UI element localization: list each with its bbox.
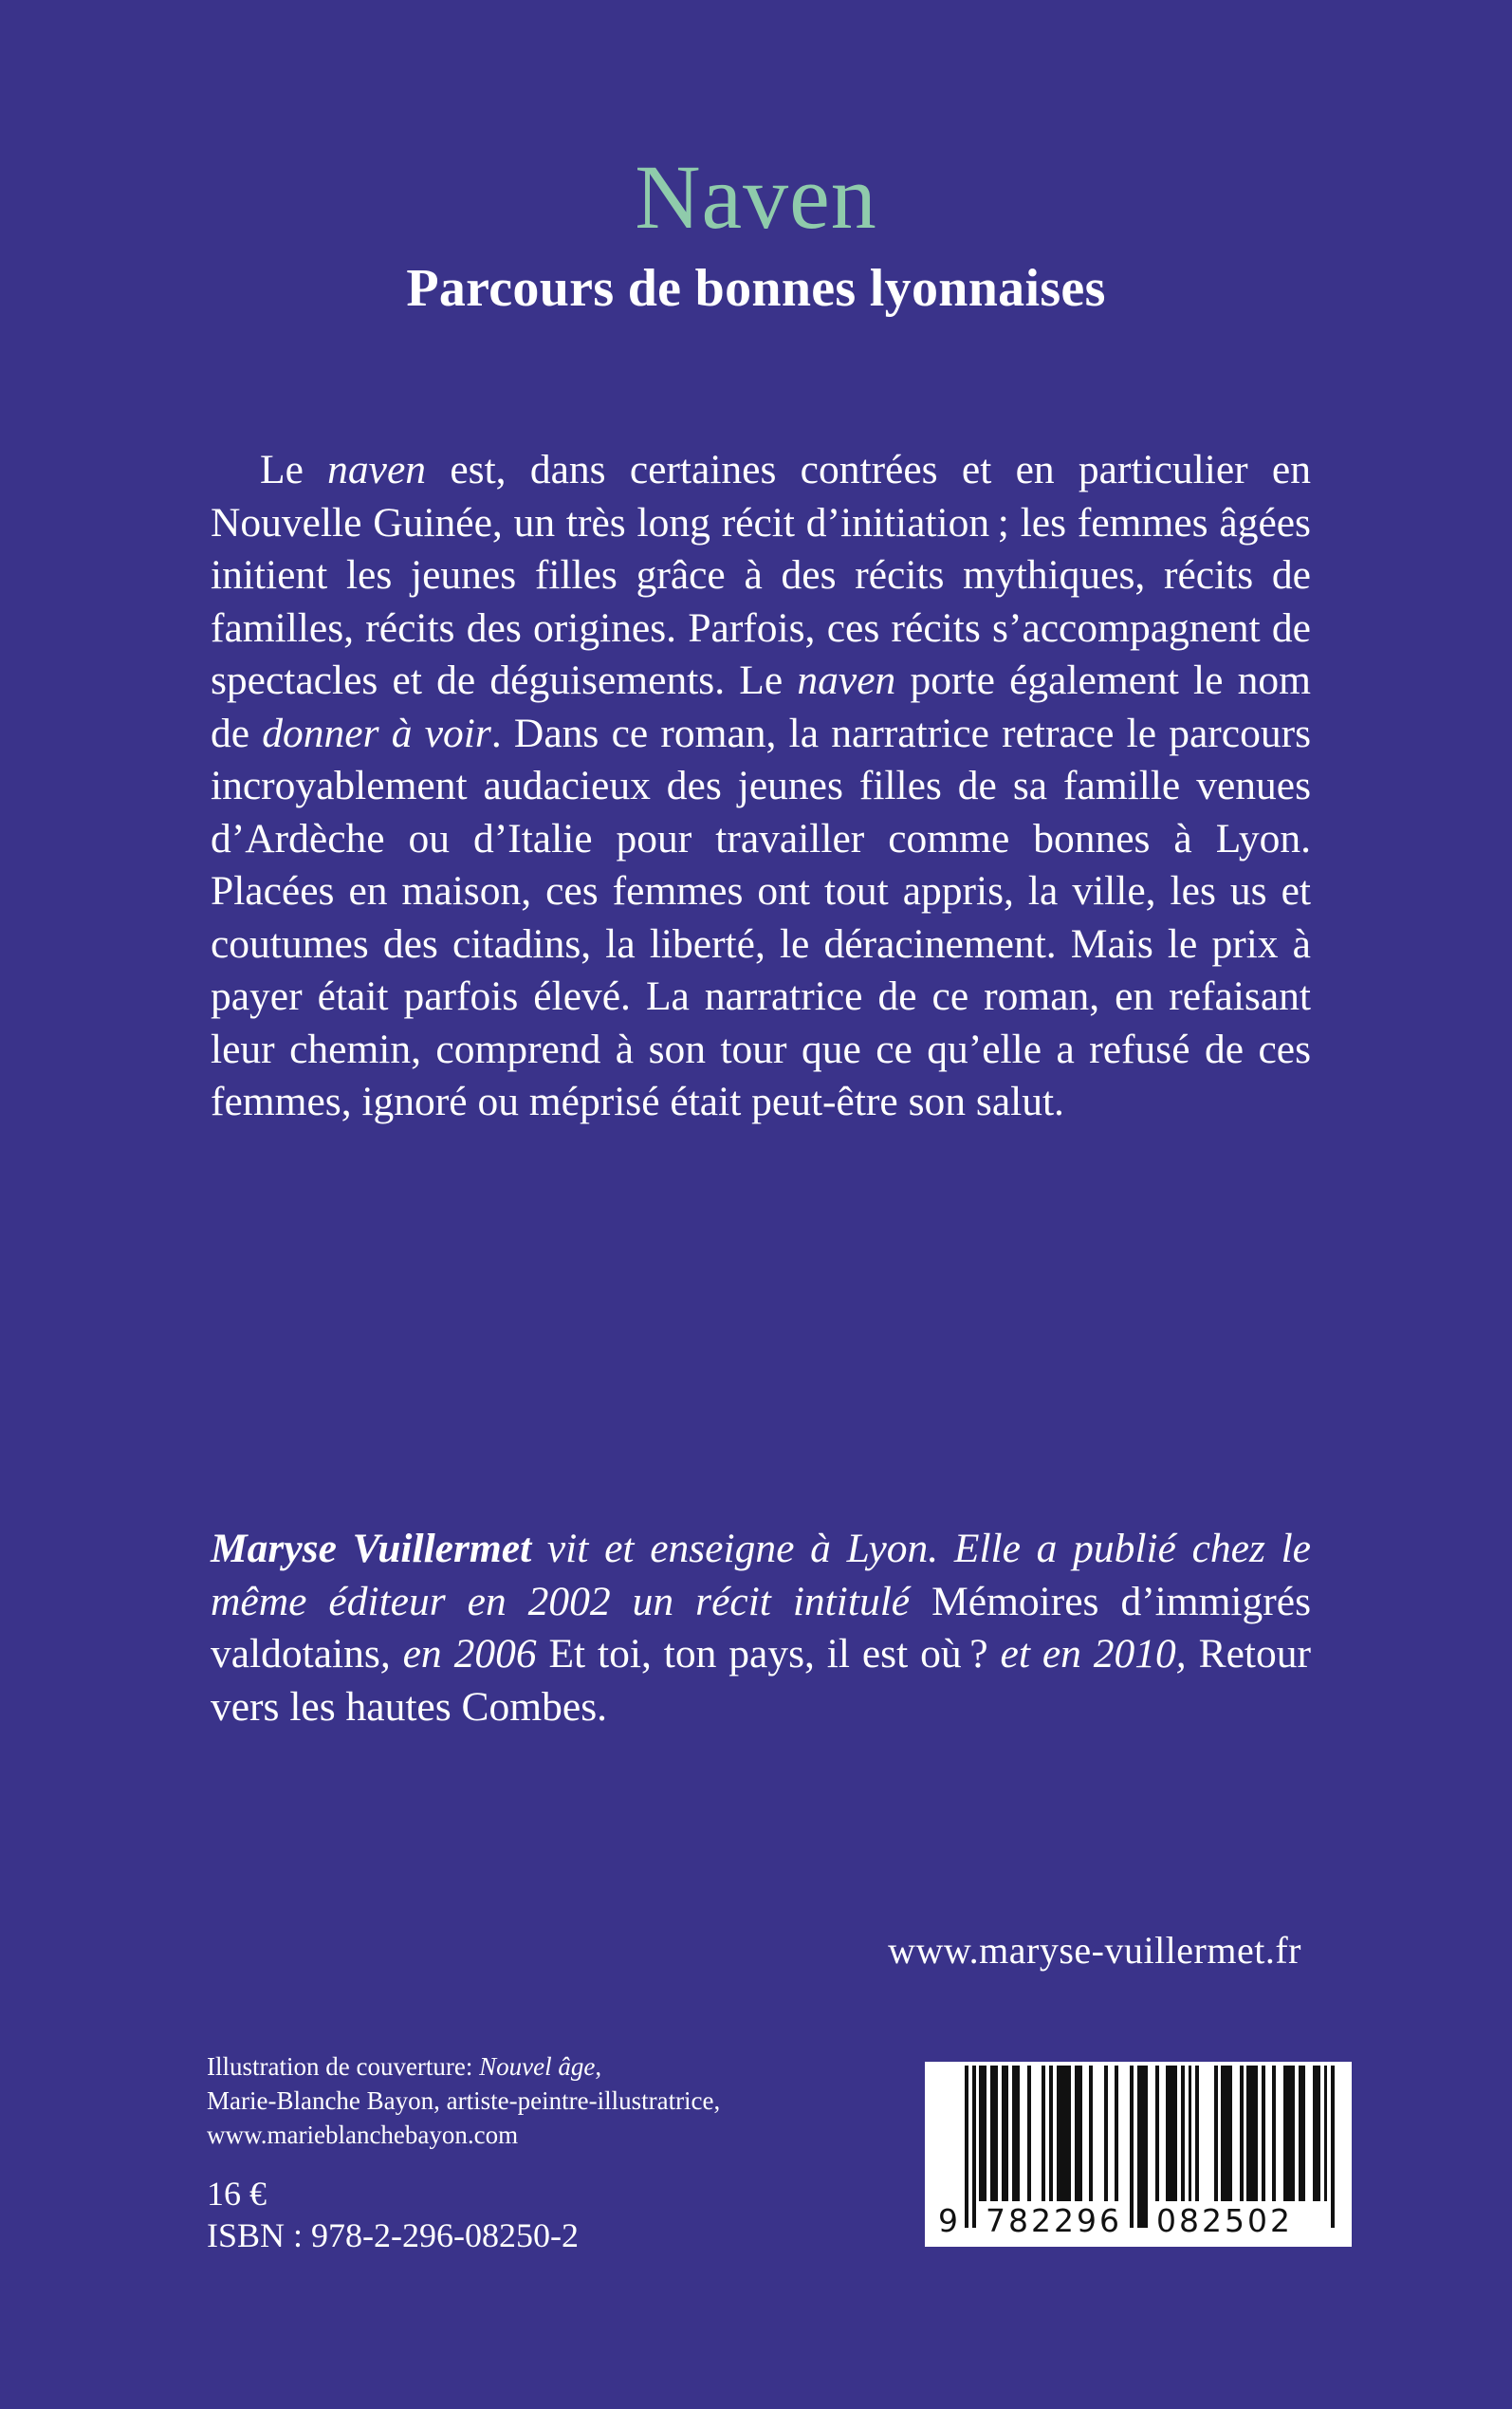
cover-illustration-credit	[207, 2049, 871, 2084]
illustrator-website[interactable]: www.marieblanchebayon.com	[207, 2121, 519, 2149]
blurb-italic-naven-2: naven	[797, 658, 896, 703]
author-website[interactable]: www.maryse-vuillermet.fr	[888, 1929, 1301, 1972]
credit-suffix: ,	[595, 2052, 602, 2081]
blurb-text-c: porte également le nom de	[211, 658, 1311, 756]
barcode-left-group: 782296	[986, 2202, 1122, 2239]
blurb-text-a: Le	[260, 447, 328, 492]
barcode-bars	[965, 2066, 1338, 2201]
title-block	[0, 146, 1512, 319]
footer-credits	[207, 2049, 871, 2256]
price-label: 16 €	[207, 2175, 267, 2213]
barcode-right-group: 082502	[1155, 2202, 1293, 2239]
artwork-title: Nouvel âge	[479, 2052, 596, 2081]
bio-segment-4: .	[597, 1683, 608, 1730]
bio-segment-2: , en 2006	[379, 1631, 549, 1677]
author-name: Maryse Vuillermet	[211, 1526, 532, 1571]
blurb-text-d: . Dans ce roman, la narratrice retrace le parcours incroyablement audacieux des jeunes filles de sa famille venues d’Ardèche ou d’Italie pour travailler comme bonnes à Lyon. Placées en maison, ces femmes ont tout appris, la ville, les us et coutumes des citadins, la liberté, le déracinement. Mais le prix à payer était parfois élevé. La narratrice de ce roman, en refaisant leur chemin, comprend à son tour que ce qu’elle a refusé de ces femmes, ignoré ou méprisé était peut-être son salut.	[211, 710, 1312, 1124]
barcode-lead-digit: 9	[938, 2202, 961, 2239]
page-title: Naven	[635, 146, 877, 248]
blurb-text-b: est, dans certaines contrées et en particulier en Nouvelle Guinée, un très long récit d’initiation ; les femmes âgées initient les jeunes filles grâce à des récits mythiques, récits de familles, récits des origines. Parfois, ces récits s’accompagnent de spectacles et de déguisements. Le	[211, 447, 1311, 703]
blurb-italic-donner-a-voir: donner à voir	[262, 710, 491, 756]
blurb-italic-naven-1: naven	[327, 447, 427, 492]
ean13-barcode	[925, 2062, 1352, 2247]
bio-segment-3: et en 2010,	[987, 1631, 1199, 1677]
blurb-paragraph	[211, 444, 1311, 1129]
barcode-digits	[938, 2201, 1338, 2239]
bio-book-title-3: Retour vers les hautes Combes	[211, 1631, 1312, 1730]
isbn-label: ISBN : 978-2-296-08250-2	[207, 2216, 579, 2254]
bio-book-title-2: Et toi, ton pays, il est où ?	[548, 1631, 988, 1677]
author-bio	[211, 1523, 1311, 1733]
bio-book-title-1: Mémoires d’immigrés valdotains	[211, 1578, 1311, 1677]
credit-prefix: Illustration de couverture:	[207, 2052, 480, 2081]
book-subtitle: Parcours de bonnes lyonnaises	[406, 259, 1106, 318]
bio-segment-1: vit et enseigne à Lyon. Elle a publié chez le même éditeur en 2002 un récit intitulé	[211, 1526, 1311, 1624]
illustrator-name: Marie-Blanche Bayon, artiste-peintre-illustratrice,	[207, 2086, 721, 2115]
